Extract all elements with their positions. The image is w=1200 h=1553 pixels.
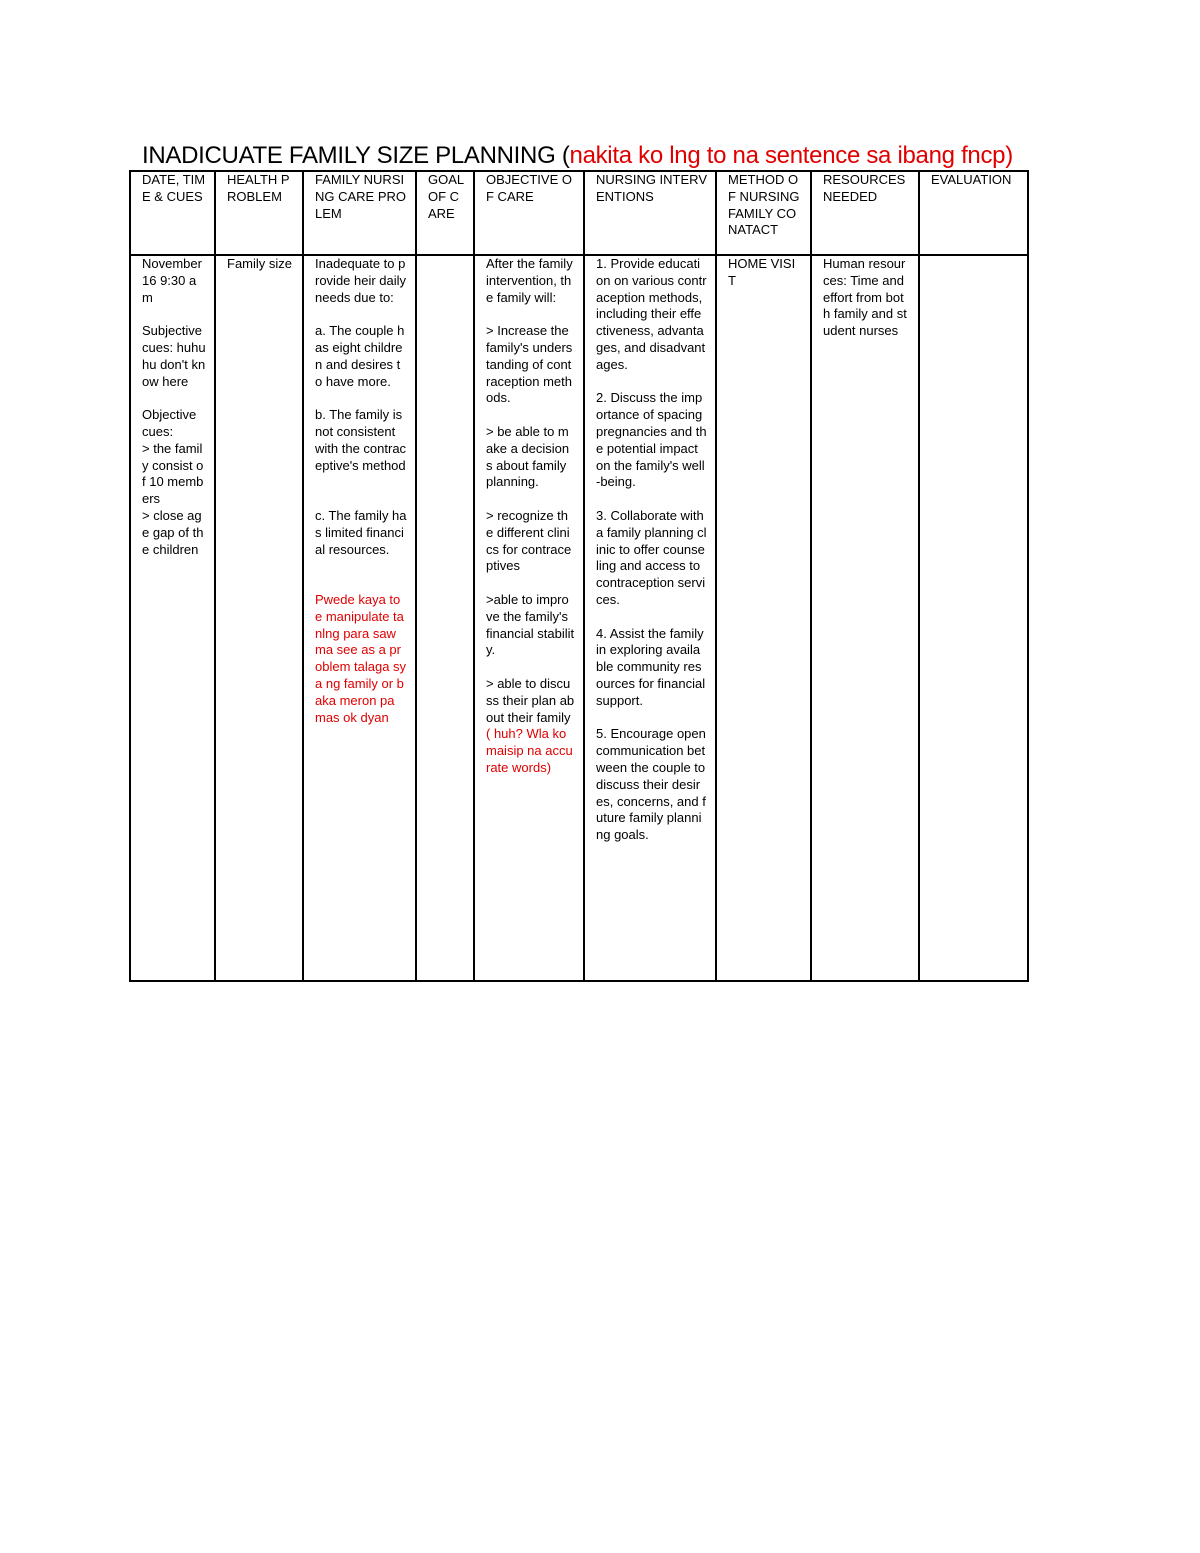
objective-of-care-text: After the family intervention, the family will: > Increase the family's understanding of contraception methods. > be able to make a decisions about family planning. > recognize the different clinics for contraceptives >able to improve the family's financial stability. > able to discuss their plan about their family — [486, 256, 575, 725]
health-problem-text: Family size — [227, 256, 293, 271]
header-row — [130, 171, 1028, 255]
method-of-contact-text: HOME VISIT — [728, 256, 796, 288]
header-date-time-cues: DATE, TIME & CUES — [130, 171, 215, 255]
title-note: nakita ko lng to na sentence sa ibang fncp) — [569, 142, 1013, 169]
cell-objective-of-care — [474, 255, 584, 981]
header-nursing-interventions: NURSING INTERVENTIONS — [584, 171, 716, 255]
header-family-nursing-care-problem: FAMILY NURSING CARE PROLEM — [303, 171, 416, 255]
header-objective-of-care: OBJECTIVE OF CARE — [474, 171, 584, 255]
nursing-problem-text: Inadequate to provide heir daily needs due to: a. The couple has eight children and desires to have more. b. The family is not consistent with the contraceptive's method c. The family has limited financial resources. — [315, 256, 407, 557]
table-row — [130, 255, 1028, 981]
cell-nursing-interventions — [584, 255, 716, 981]
cell-resources-needed — [811, 255, 919, 981]
date-cues-text: November 16 9:30 am Subjective cues: huhuhu don't know here Objective cues: > the family consist of 10 members > close age gap of the children — [142, 256, 206, 557]
title-main: INADICUATE FAMILY SIZE PLANNING ( — [142, 142, 570, 169]
fncp-table — [129, 170, 1029, 982]
header-health-problem: HEALTH PROBLEM — [215, 171, 303, 255]
resources-needed-text: Human resources: Time and effort from both family and student nurses — [823, 256, 908, 339]
cell-nursing-problem — [303, 255, 416, 981]
header-goal-of-care: GOAL OF CARE — [416, 171, 474, 255]
cell-method-of-contact — [716, 255, 811, 981]
page-title — [142, 142, 1013, 170]
header-resources-needed: RESOURCES NEEDED — [811, 171, 919, 255]
header-method-of-contact: METHOD OF NURSING FAMILY CONATACT — [716, 171, 811, 255]
cell-evaluation — [919, 255, 1028, 981]
objective-of-care-note: ( huh? Wla ko maisip na accurate words) — [486, 726, 573, 775]
nursing-interventions-text: 1. Provide education on various contraception methods, including their effectiveness, advantages, and disadvantages. 2. Discuss the importance of spacing pregnancies and the potential impact on the family's well-being. 3. Collaborate with a family planning clinic to offer counseling and access to contraception services. 4. Assist the family in exploring available community resources for financial support. 5. Encourage open communication between the couple to discuss their desires, concerns, and future family planning goals. — [596, 256, 707, 843]
cell-health-problem — [215, 255, 303, 981]
nursing-problem-note: Pwede kaya to e manipulate ta nlng para saw ma see as a problem talaga sya ng family or baka meron pa mas ok dyan — [315, 591, 408, 725]
cell-date-time-cues — [130, 255, 215, 981]
cell-goal-of-care — [416, 255, 474, 981]
header-evaluation: EVALUATION — [919, 171, 1028, 255]
